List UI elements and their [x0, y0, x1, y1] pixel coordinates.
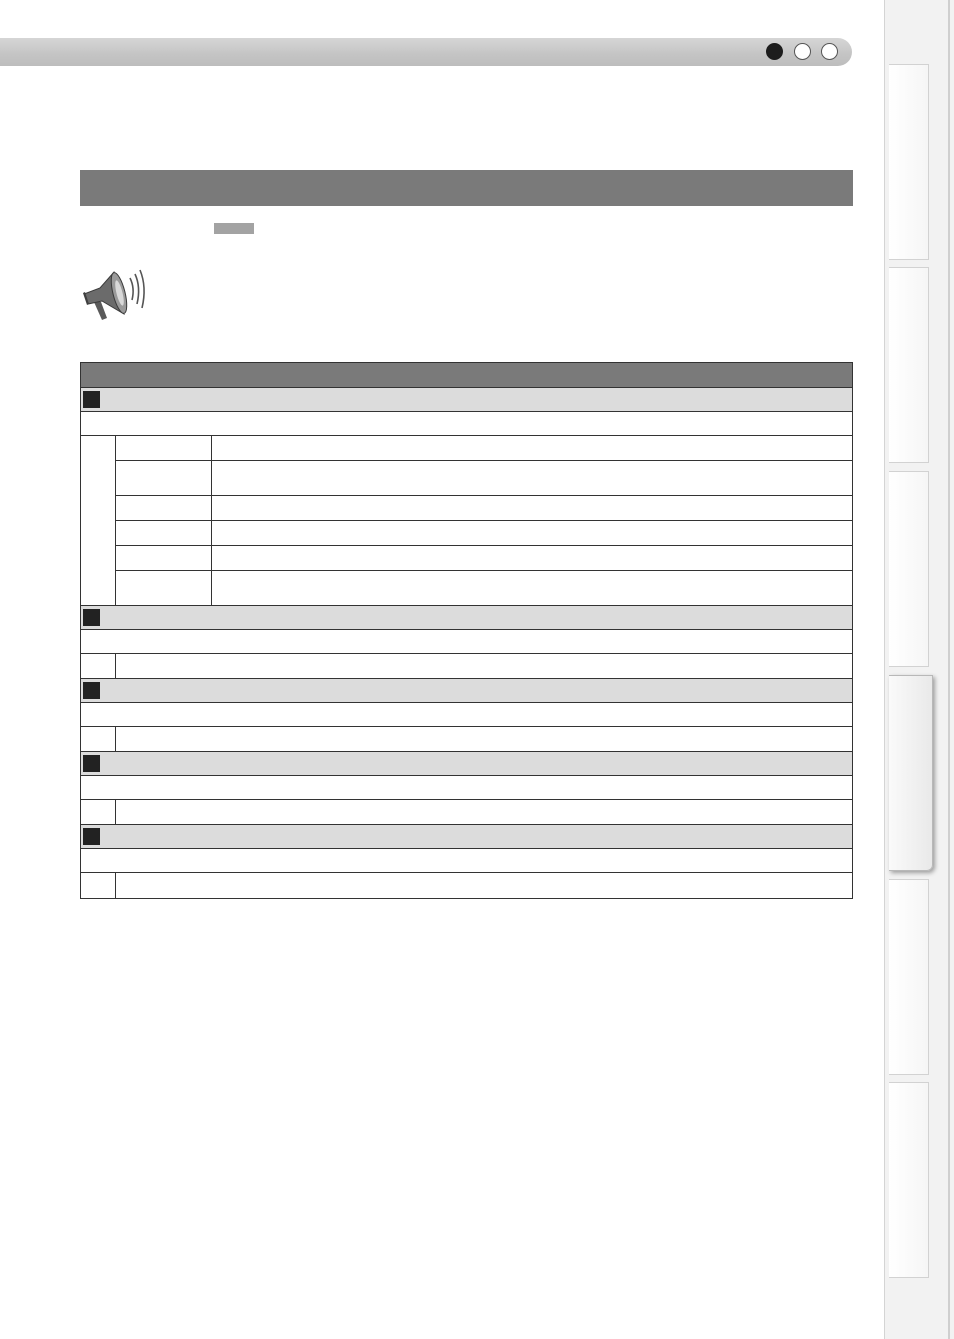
table-row	[116, 461, 852, 496]
label-chip	[214, 223, 254, 234]
settings-table	[80, 362, 853, 899]
table-description-row	[81, 630, 852, 654]
table-group-row	[81, 606, 852, 630]
table-description-row	[81, 849, 852, 873]
black-square-icon	[83, 682, 100, 699]
megaphone-icon	[80, 268, 148, 326]
black-square-icon	[83, 755, 100, 772]
black-square-icon	[83, 391, 100, 408]
table-header-row	[81, 363, 852, 388]
table-row	[116, 571, 852, 605]
table-row	[116, 496, 852, 521]
chapter-tab-3[interactable]	[889, 471, 929, 667]
table-group-row	[81, 752, 852, 776]
section-heading-bar	[80, 170, 853, 206]
table-row	[81, 873, 852, 898]
table-row	[81, 800, 852, 825]
page-edge	[948, 0, 950, 1339]
table-description-row	[81, 412, 852, 436]
chapter-tab-5[interactable]	[889, 879, 929, 1075]
table-row	[81, 727, 852, 752]
table-row	[116, 521, 852, 546]
chapter-tab-4-active[interactable]	[889, 675, 933, 871]
table-description-row	[81, 703, 852, 727]
chapter-tab-1[interactable]	[889, 64, 929, 260]
page-indicator-dot-2	[794, 43, 811, 60]
table-row	[116, 546, 852, 571]
table-group-row	[81, 388, 852, 412]
table-row	[81, 654, 852, 679]
chapter-tab-6[interactable]	[889, 1082, 929, 1278]
chapter-tab-2[interactable]	[889, 267, 929, 463]
table-group-row	[81, 825, 852, 849]
black-square-icon	[83, 609, 100, 626]
table-description-row	[81, 776, 852, 800]
page-indicator-dot-1	[766, 43, 783, 60]
page-indicator-dot-3	[821, 43, 838, 60]
black-square-icon	[83, 828, 100, 845]
table-group-row	[81, 679, 852, 703]
table-sub-block	[81, 436, 852, 606]
page-header-bar	[0, 38, 852, 66]
table-row	[116, 436, 852, 461]
